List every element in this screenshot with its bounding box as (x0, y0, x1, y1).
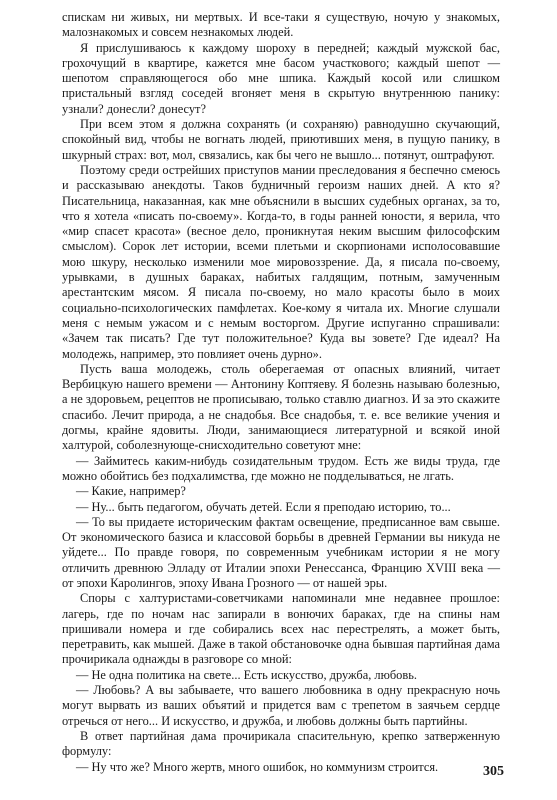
dialog-line: — Не одна политика на свете... Есть искусство, дружба, любовь. (76, 667, 417, 682)
dialog-line: — Займитесь каким-нибудь созидательным трудом. Есть же виды труда, где можно обойтись без подхалимства, где можно не подделываться, не лгать. (62, 453, 500, 483)
paragraph: спискам ни живых, ни мертвых. И все-таки я существую, ночую у знакомых, малознакомых и совсем незнакомых людей. (62, 10, 500, 40)
dialog-line: — Ну что же? Много жертв, много ошибок, но коммунизм строится. (76, 759, 439, 774)
paragraph: Поэтому среди острейших приступов мании преследования я беспечно смеюсь и рассказываю анекдоты. Таков будничный героизм наших дней. А кто я? Писательница, наказанная, как мне объяснили в высших судебных органах, за то, что я хотела «писать по-своему». Когда-то, в годы ранней юности, я верила, что «мир спасет красота» (весное дело, проникнутая неким высшим философским смыслом). Сорок лет истории, всеми плетьми и скорпионами исполосовавшие мою шкуру, несколько изменили мое мировоззрение. Да, я писала по-своему, урывками, в душных бараках, набитых галдящим, потным, замученным арестантским мясом. Я писала по-своему, но мало красоты было в моих социально-психологических памфлетах. Кое-кому я читала их. Многие слушали меня с немым ужасом и с немым восторгом. Другие испуганно спрашивали: «Зачем так писать? Где тут положительное? Куда вы зовете? Где идеал? На молодежь, например, это повлияет очень дурно». (62, 162, 500, 361)
paragraph: Споры с халтуристами-советчиками напоминали мне недавнее прошлое: лагерь, где по ночам нас запирали в вонючих бараках, где на спины нам пришивали номера и где собирались всех нас перестрелять, а может быть, перетравить, как мышей. Даже в такой обстановочке одна бывшая партийная дама прочирикала однажды в разговоре со мной: (62, 591, 500, 667)
paragraph: В ответ партийная дама прочирикала спасительную, крепко затверженную формулу: (62, 728, 500, 759)
dialog-line: — Какие, например? (76, 484, 186, 499)
dialog-line: — Ну... быть педагогом, обучать детей. Если я преподаю историю, то... (76, 499, 451, 514)
page-number: 305 (483, 764, 504, 779)
dialog-line: — То вы придаете историческим фактам освещение, предписанное вам свыше. От экономического базиса и классовой борьбы в древней Германии вы никуда не уйдете... По правде говоря, по современным учебникам истории я не могу отличить древнюю Элладу от Италии эпохи Ренессанса, Францию XVIII века — от эпохи Каролингов, эпоху Ивана Грозного — от нашей эры. (62, 514, 500, 590)
paragraph: При всем этом я должна сохранять (и сохраняю) равнодушно скучающий, спокойный вид, чтобы не вогнать людей, приютивших меня, в пущую панику, в шкурный страх: вот, мол, связались, как бы чего не вышло... потянут, оштрафуют. (62, 117, 500, 162)
paragraph: Пусть ваша молодежь, столь оберегаемая от опасных влияний, читает Вербицкую нашего времени — Антонину Коптяеву. Я болезнь называю болезнью, а не здоровьем, рецептов не прописываю, только ставлю диагноз. И за это скажите спасибо. Лечит природа, а не снадобья. Все снадобья, т. е. все великие учения и догмы, крайне ядовиты. Люди, занимающиеся литературной и всякой иной халтурой, соболезнующе-снисходительно советуют мне: (62, 361, 500, 453)
page-text (62, 10, 500, 775)
paragraph: Я прислушиваюсь к каждому шороху в передней; каждый мужской бас, грохочущий в квартире, кажется мне басом участкового; каждый шепот — шепотом справляющегося обо мне шпика. Каждый косой или слишком пристальный взгляд соседей вгоняет меня в скрытую внутреннюю панику: узнали? донесли? донесут? (62, 40, 500, 116)
dialog-line: — Любовь? А вы забываете, что вашего любовника в одну прекрасную ночь могут вырвать из ваших объятий и придется вам с трепетом в заячьем сердце отречься от него... И искусство, и дружба, и любовь должны быть партийны. (62, 683, 500, 728)
